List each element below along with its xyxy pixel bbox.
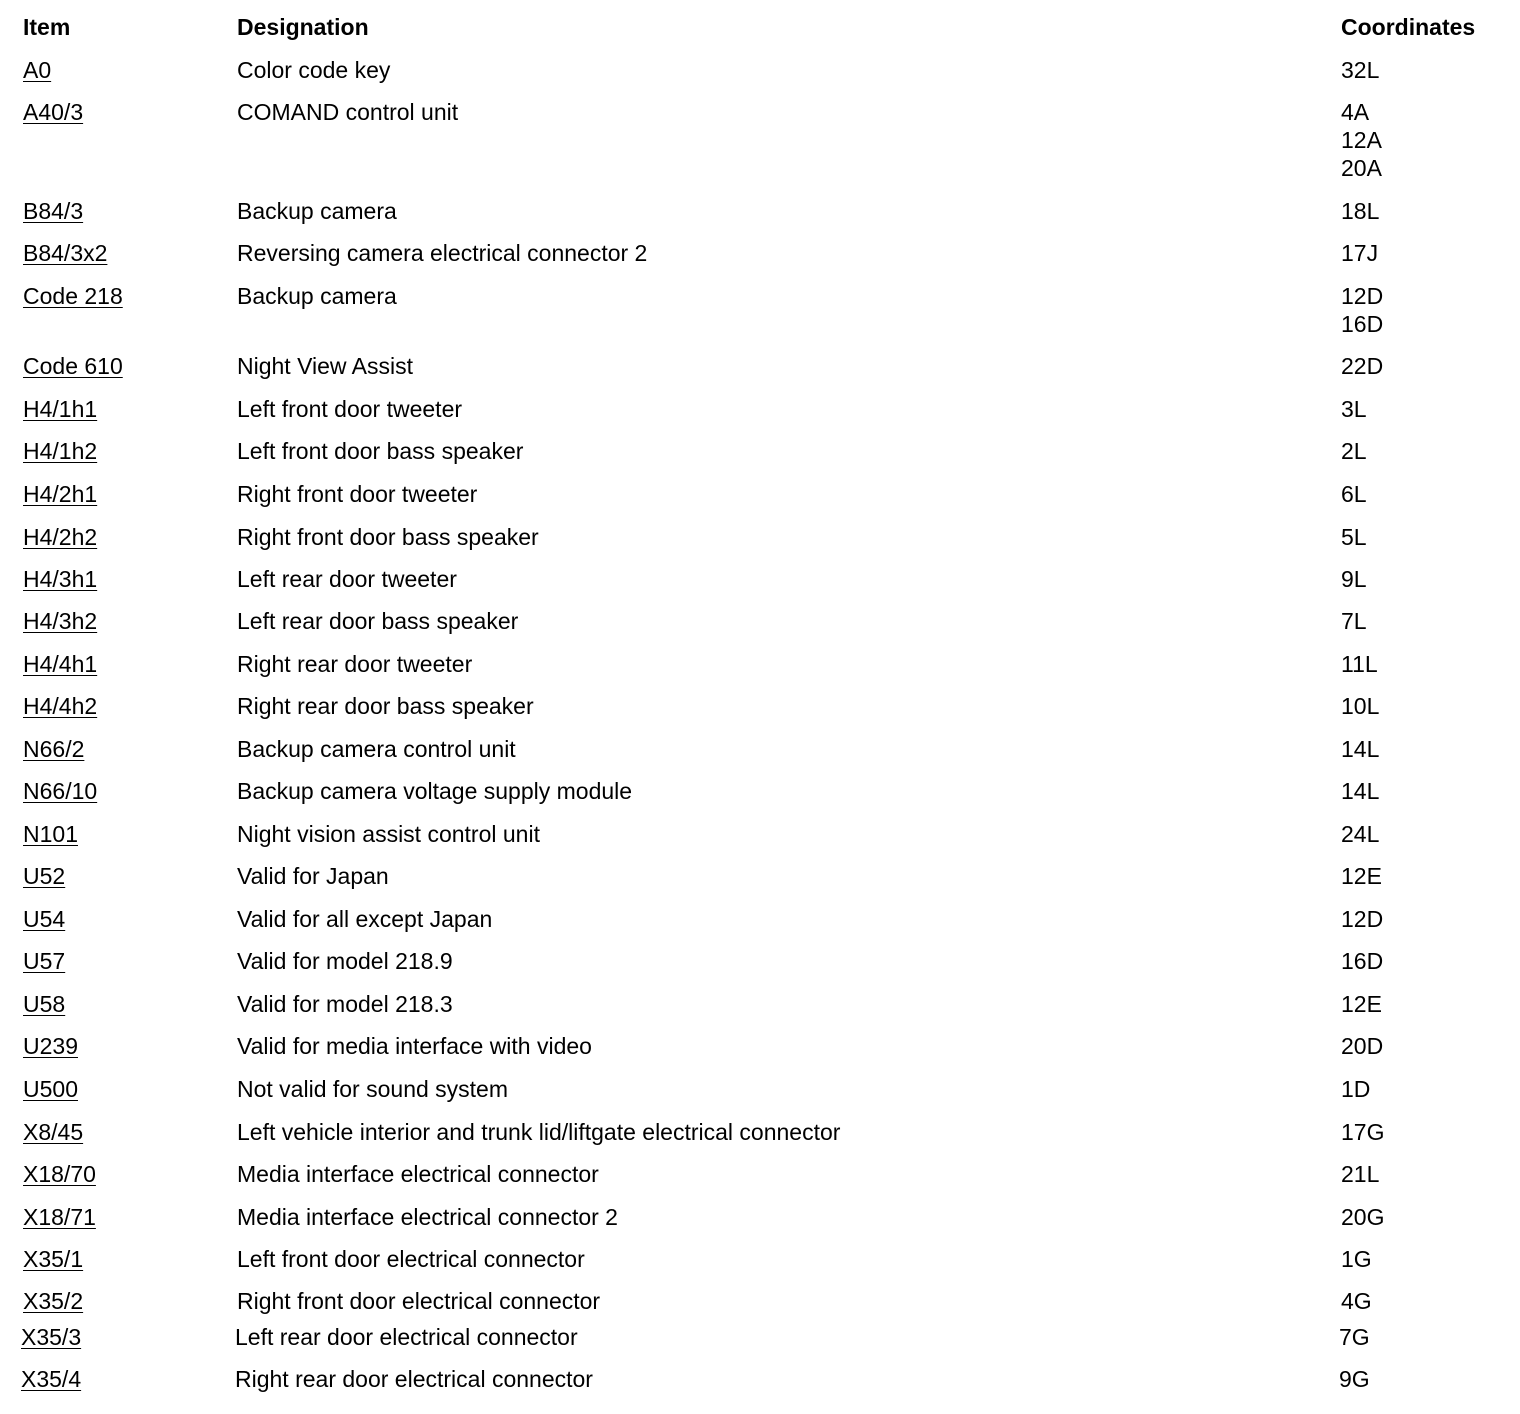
designation-text: Left rear door tweeter <box>237 566 457 592</box>
item-link[interactable]: B84/3x2 <box>23 240 108 266</box>
coordinate-value: 16D <box>1341 311 1384 337</box>
coordinate-value: 4G <box>1341 1288 1372 1314</box>
item-link[interactable]: U58 <box>23 991 66 1017</box>
coordinates-cell <box>1341 352 1383 380</box>
coordinate-value: 7G <box>1339 1324 1370 1350</box>
designation-text: Left rear door bass speaker <box>237 608 519 634</box>
designation-text: Left front door tweeter <box>237 396 463 422</box>
coordinates-cell <box>1341 1203 1384 1231</box>
coordinates-cell <box>1341 480 1367 508</box>
coordinates-cell <box>1341 1287 1372 1315</box>
coordinates-cell <box>1341 735 1379 763</box>
designation-text: Valid for all except Japan <box>237 906 493 932</box>
coordinate-value: 12E <box>1341 991 1382 1017</box>
item-link[interactable]: A0 <box>23 57 52 83</box>
designation-text: Valid for model 218.9 <box>237 948 453 974</box>
coordinates-cell <box>1341 607 1367 635</box>
designation-text: COMAND control unit <box>237 99 459 125</box>
coordinate-value: 7L <box>1341 608 1367 634</box>
designation-text: Right rear door tweeter <box>237 651 473 677</box>
coordinate-value: 3L <box>1341 396 1367 422</box>
coordinate-value: 12E <box>1341 863 1382 889</box>
designation-text: Left vehicle interior and trunk lid/liftgate electrical connector <box>237 1119 841 1145</box>
coordinate-value: 2L <box>1341 438 1367 464</box>
item-link[interactable]: H4/3h2 <box>23 608 98 634</box>
coordinates-cell <box>1339 1323 1370 1351</box>
designation-text: Valid for model 218.3 <box>237 991 453 1017</box>
item-link[interactable]: N66/10 <box>23 778 98 804</box>
item-link[interactable]: H4/2h1 <box>23 481 98 507</box>
coordinates-cell <box>1341 862 1382 890</box>
coordinate-value: 12D <box>1341 906 1384 932</box>
coordinates-cell <box>1341 523 1367 551</box>
designation-text: Backup camera <box>237 283 397 309</box>
item-link[interactable]: U57 <box>23 948 66 974</box>
designation-text: Night View Assist <box>237 353 413 379</box>
coordinates-cell <box>1341 565 1367 593</box>
coordinates-cell <box>1341 692 1379 720</box>
designation-text: Right rear door electrical connector <box>235 1366 593 1392</box>
item-link[interactable]: N101 <box>23 821 78 847</box>
item-link[interactable]: H4/1h1 <box>23 396 98 422</box>
designation-text: Right front door electrical connector <box>237 1288 601 1314</box>
item-link[interactable]: H4/4h1 <box>23 651 98 677</box>
item-link[interactable]: X35/3 <box>21 1324 82 1350</box>
item-link[interactable]: U239 <box>23 1033 78 1059</box>
header-item: Item <box>23 14 71 40</box>
header-designation: Designation <box>237 14 369 40</box>
item-link[interactable]: X18/71 <box>23 1204 96 1230</box>
coordinates-cell <box>1341 990 1382 1018</box>
coordinates-cell <box>1341 905 1383 933</box>
designation-text: Right front door bass speaker <box>237 524 539 550</box>
designation-text: Left front door bass speaker <box>237 438 524 464</box>
coordinates-cell <box>1341 1160 1379 1188</box>
item-link[interactable]: H4/4h2 <box>23 693 98 719</box>
coordinate-value: 20G <box>1341 1204 1385 1230</box>
designation-text: Backup camera control unit <box>237 736 516 762</box>
designation-text: Backup camera <box>237 198 397 224</box>
coordinates-cell <box>1341 1118 1384 1146</box>
item-link[interactable]: X18/70 <box>23 1161 96 1187</box>
item-link[interactable]: N66/2 <box>23 736 85 762</box>
item-link[interactable]: B84/3 <box>23 198 84 224</box>
coordinates-cell <box>1341 239 1378 267</box>
designation-text: Left rear door electrical connector <box>235 1324 578 1350</box>
coordinate-value: 24L <box>1341 821 1380 847</box>
coordinate-value: 12A <box>1341 127 1382 153</box>
designation-text: Left front door electrical connector <box>237 1246 585 1272</box>
item-link[interactable]: X35/2 <box>23 1288 84 1314</box>
designation-text: Color code key <box>237 57 391 83</box>
coordinate-value: 14L <box>1341 778 1380 804</box>
item-link[interactable]: U52 <box>23 863 66 889</box>
coordinate-value: 11L <box>1341 651 1378 677</box>
designation-text: Not valid for sound system <box>237 1076 509 1102</box>
designation-text: Night vision assist control unit <box>237 821 540 847</box>
coordinate-value: 18L <box>1341 198 1380 224</box>
coordinate-value: 9G <box>1339 1366 1370 1392</box>
designation-text: Backup camera voltage supply module <box>237 778 633 804</box>
coordinate-value: 17G <box>1341 1119 1385 1145</box>
coordinate-value: 4A <box>1341 99 1370 125</box>
coordinate-value: 20D <box>1341 1033 1384 1059</box>
coordinate-value: 20A <box>1341 155 1382 181</box>
coordinates-cell <box>1341 1245 1372 1273</box>
designation-text: Valid for Japan <box>237 863 389 889</box>
item-link[interactable]: X35/4 <box>21 1366 82 1392</box>
coordinate-value: 32L <box>1341 57 1380 83</box>
coordinates-cell <box>1341 56 1379 84</box>
coordinate-value: 1G <box>1341 1246 1372 1272</box>
designation-text: Media interface electrical connector <box>237 1161 599 1187</box>
item-link[interactable]: Code 218 <box>23 283 123 309</box>
coordinates-cell <box>1341 197 1379 225</box>
coordinate-value: 22D <box>1341 353 1384 379</box>
coordinates-cell <box>1341 1032 1383 1060</box>
designation-text: Media interface electrical connector 2 <box>237 1204 618 1230</box>
item-link[interactable]: A40/3 <box>23 99 84 125</box>
coordinates-cell <box>1341 1075 1370 1103</box>
coordinates-cell <box>1341 820 1379 848</box>
coordinates-cell <box>1341 947 1383 975</box>
coordinates-cell <box>1339 1365 1370 1393</box>
coordinates-cell <box>1341 650 1378 678</box>
designation-text: Valid for media interface with video <box>237 1033 592 1059</box>
coordinate-value: 5L <box>1341 524 1367 550</box>
item-link[interactable]: Code 610 <box>23 353 123 379</box>
designation-text: Right front door tweeter <box>237 481 478 507</box>
item-link[interactable]: H4/2h2 <box>23 524 98 550</box>
item-link[interactable]: U54 <box>23 906 66 932</box>
coordinate-value: 21L <box>1341 1161 1380 1187</box>
item-link[interactable]: H4/3h1 <box>23 566 98 592</box>
designation-text: Right rear door bass speaker <box>237 693 534 719</box>
coordinate-value: 6L <box>1341 481 1367 507</box>
item-link[interactable]: H4/1h2 <box>23 438 98 464</box>
header-coordinates: Coordinates <box>1341 14 1476 40</box>
coordinate-value: 9L <box>1341 566 1367 592</box>
coordinate-value: 14L <box>1341 736 1380 762</box>
coordinate-value: 12D <box>1341 283 1384 309</box>
coordinate-value: 1D <box>1341 1076 1371 1102</box>
coordinates-cell <box>1341 282 1383 338</box>
item-link[interactable]: X35/1 <box>23 1246 84 1272</box>
coordinates-cell <box>1341 395 1367 423</box>
coordinate-value: 10L <box>1341 693 1380 719</box>
coordinate-value: 16D <box>1341 948 1384 974</box>
item-link[interactable]: U500 <box>23 1076 78 1102</box>
coordinate-value: 17J <box>1341 240 1379 266</box>
coordinates-cell <box>1341 98 1382 182</box>
item-link[interactable]: X8/45 <box>23 1119 84 1145</box>
coordinates-cell <box>1341 777 1379 805</box>
coordinates-cell <box>1341 437 1367 465</box>
designation-text: Reversing camera electrical connector 2 <box>237 240 648 266</box>
